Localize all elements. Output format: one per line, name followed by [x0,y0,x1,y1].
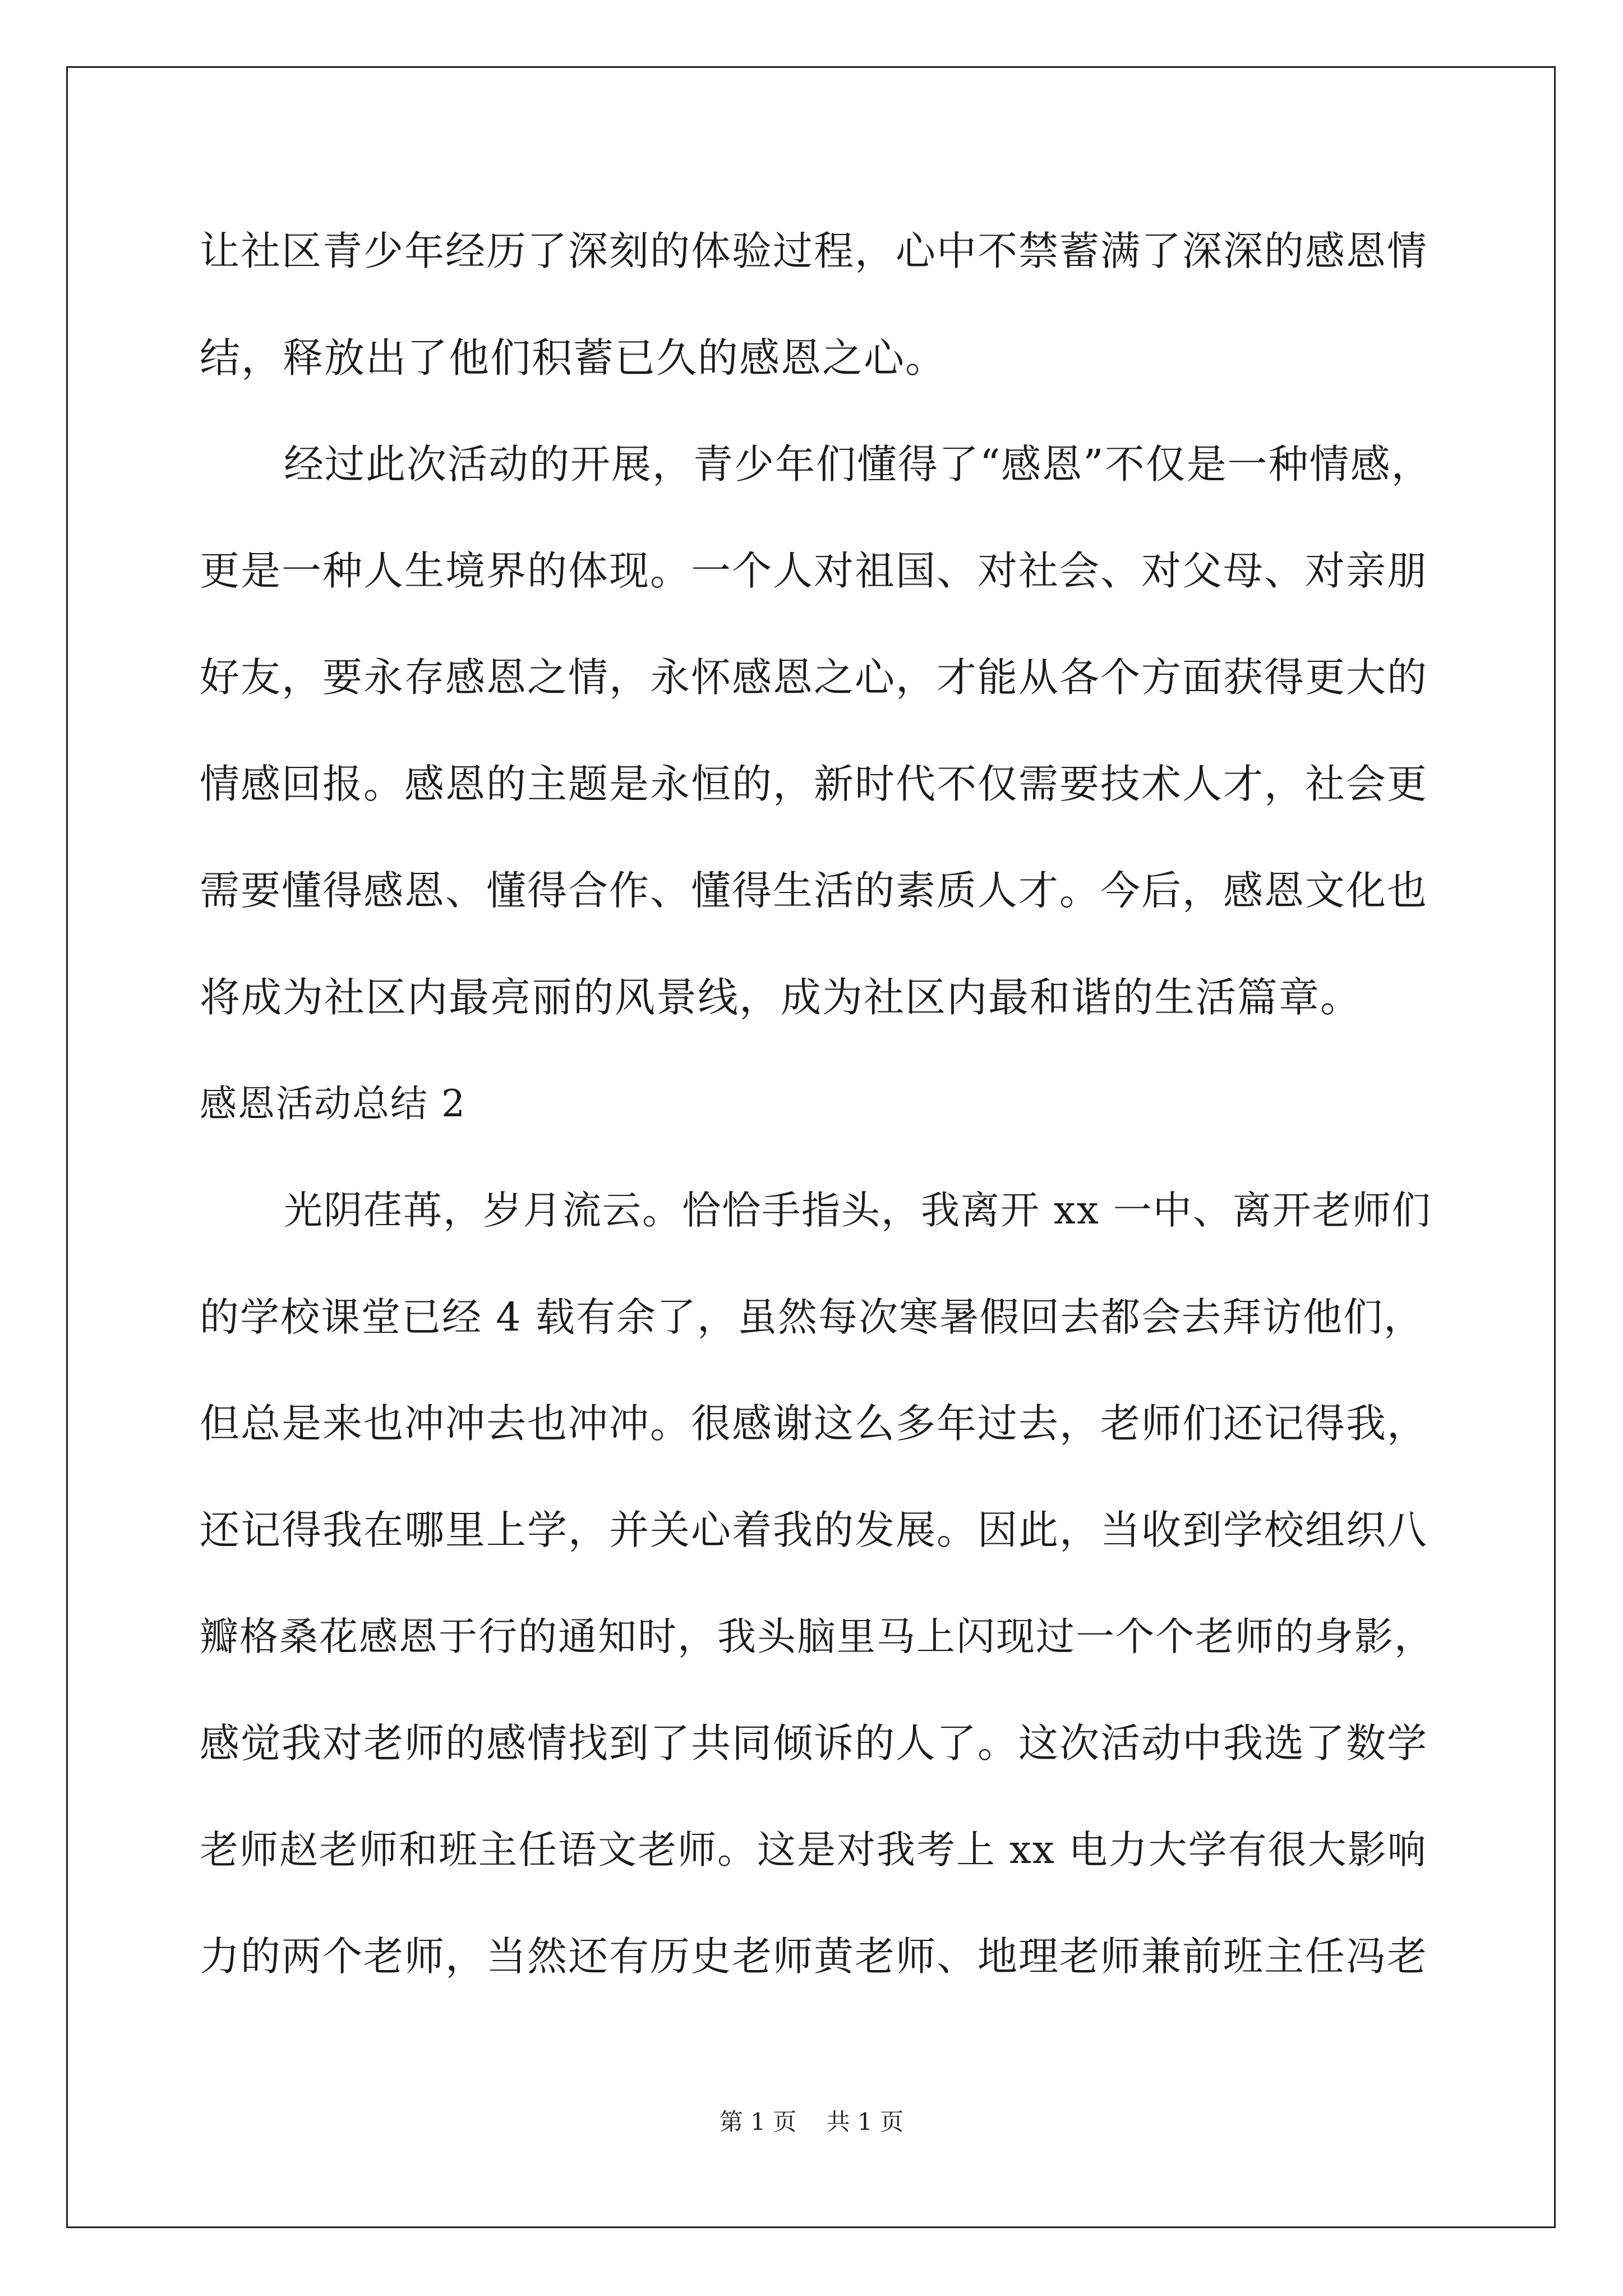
document-body [200,218,1439,2030]
text-line: 将成为社区内最亮丽的风景线，成为社区内最和谐的生活篇章。 [200,974,1362,1021]
text-line: 感觉我对老师的感情找到了共同倾诉的人了。这次活动中我选了数学 [200,1720,1428,1766]
text-line: 让社区青少年经历了深刻的体验过程，心中不禁蓄满了深深的感恩情 [200,228,1428,274]
text-line: 更是一种人生境界的体现。一个人对祖国、对社会、对父母、对亲朋 [200,547,1428,594]
paragraph-start-line: 光阴荏苒，岁月流云。恰恰手指头，我离开 xx 一中、离开老师们 [284,1188,1432,1233]
text-line: 但总是来也冲冲去也冲冲。很感谢这么多年过去，老师们还记得我， [200,1400,1428,1447]
section-heading: 感恩活动总结 2 [200,1082,466,1125]
text-line: 还记得我在哪里上学，并关心着我的发展。因此，当收到学校组织八 [200,1507,1428,1553]
text-line: 需要懂得感恩、懂得合作、懂得生活的素质人才。今后，感恩文化也 [200,867,1428,914]
page-number-footer: 第 1 页 共 1 页 [719,2108,904,2136]
text-line: 力的两个老师，当然还有历史老师黄老师、地理老师兼前班主任冯老 [200,1933,1428,1980]
text-line: 老师赵老师和班主任语文老师。这是对我考上 xx 电力大学有很大影响 [200,1828,1427,1872]
text-line: 结，释放出了他们积蓄已久的感恩之心。 [200,334,947,381]
text-line: 好友，要永存感恩之情，永怀感恩之心，才能从各个方面获得更大的 [200,654,1428,701]
text-line: 情感回报。感恩的主题是永恒的，新时代不仅需要技术人才，社会更 [200,761,1428,807]
text-line: 瓣格桑花感恩于行的通知时，我头脑里马上闪现过一个个老师的身影， [200,1614,1434,1659]
paragraph-start-line: 经过此次活动的开展，青少年们懂得了“感恩”不仅是一种情感， [284,441,1432,487]
text-line: 的学校课堂已经 4 载有余了，虽然每次寒暑假回去都会去拜访他们， [200,1294,1424,1340]
